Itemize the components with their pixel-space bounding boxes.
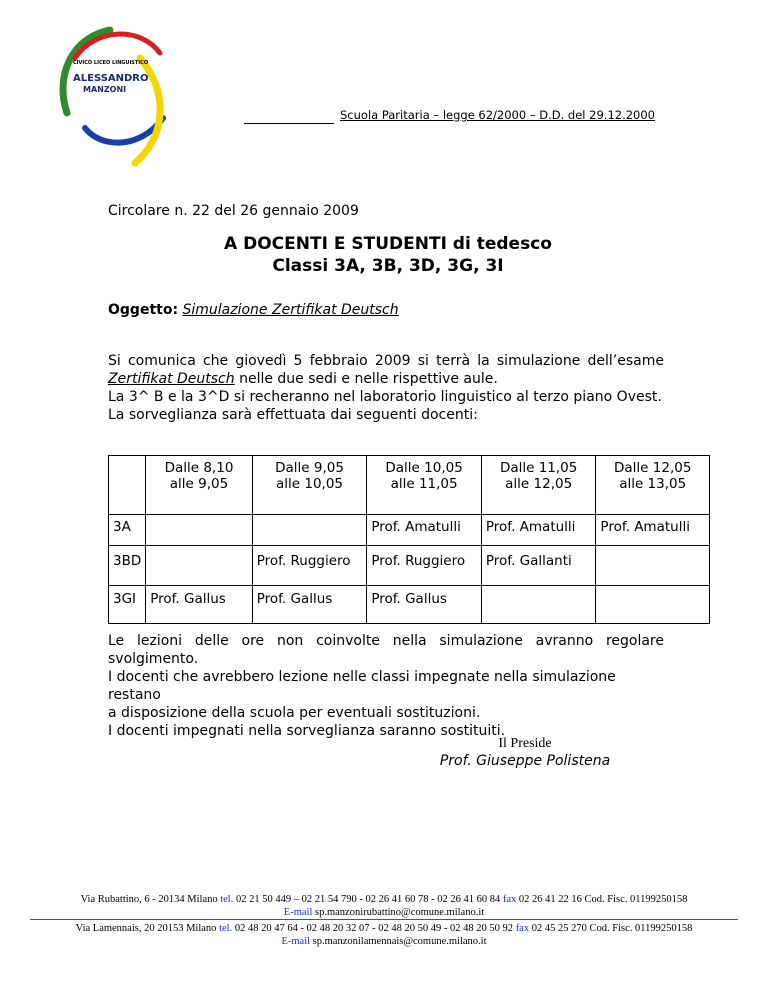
signature-name: Prof. Giuseppe Polistena [439,753,611,769]
table-header-cell: Dalle 9,05 alle 10,05 [252,456,367,515]
table-header-cell: Dalle 10,05 alle 11,05 [367,456,482,515]
table-cell: Prof. Gallus [146,586,252,624]
announcement-line [108,370,664,388]
class-cell: 3A [109,515,146,546]
class-cell: 3BD [109,546,146,586]
table-header-cell: Dalle 12,05 alle 13,05 [596,456,710,515]
table-header-row [109,456,710,515]
subject-label: Oggetto: [108,302,179,318]
closing-paragraph [108,632,664,740]
table-cell: Prof. Amatulli [367,515,482,546]
announcement-line-rest: nelle due sedi e nelle rispettive aule. [234,371,498,387]
school-status: Scuola Paritaria – legge 62/2000 – D.D. del 29.12.2000 [340,108,656,122]
table-cell [596,546,710,586]
circolare-number: Circolare n. 22 del 26 gennaio 2009 [108,203,359,219]
title-classes: Classi 3A, 3B, 3D, 3G, 3I [272,256,504,276]
table-cell [146,515,252,546]
closing-line: svolgimento. [108,651,199,667]
logo-line2: ALESSANDRO [73,73,149,84]
table-cell [481,586,596,624]
closing-line: a disposizione della scuola per eventuali sostituzioni. [108,705,481,721]
table-cell: Prof. Ruggiero [252,546,367,586]
subject-value: Simulazione Zertifikat Deutsch [182,302,399,318]
announcement-line: La 3^ B e la 3^D si recheranno nel laboratorio linguistico al terzo piano Ovest. [108,389,662,405]
announcement-paragraph [108,352,664,424]
footer-sede2-contacts: Via Lamennais, 20 20153 Milano tel. 02 48 20 47 64 - 02 48 20 32 07 - 02 48 20 50 49 - 02 48 20 50 92 fax 02 45 25 270 Cod. Fisc. 01199250158 [75,923,693,934]
table-cell: Prof. Gallus [367,586,482,624]
footer-sede2-email[interactable]: E-mail sp.manzonilamennais@comune.milano.it [281,936,487,947]
announcement-line: La sorveglianza sarà effettuata dai seguenti docenti: [108,407,478,423]
logo-line1: CIVICO LICEO LINGUISTICO [73,60,149,66]
header-rule [244,123,334,124]
closing-line: I docenti impegnati nella sorveglianza saranno sostituiti. [108,723,506,739]
table-cell: Prof. Ruggiero [367,546,482,586]
table-cell [146,546,252,586]
school-logo [45,18,170,168]
class-cell: 3GI [109,586,146,624]
supervision-table [108,455,710,624]
exam-name: Zertifikat Deutsch [108,371,235,387]
footer-divider [30,919,738,920]
table-header-cell: Dalle 8,10 alle 9,05 [146,456,252,515]
table-cell: Prof. Gallanti [481,546,596,586]
table-cell: Prof. Gallus [252,586,367,624]
closing-line: Le lezioni delle ore non coinvolte nella simulazione avranno regolare [108,633,664,649]
table-cell: Prof. Amatulli [596,515,710,546]
footer-sede1-email[interactable]: E-mail sp.manzonirubattino@comune.milano.it [283,907,485,918]
title-recipients: A DOCENTI E STUDENTI di tedesco [224,234,552,254]
table-corner-cell [109,456,146,515]
closing-line: I docenti che avrebbero lezione nelle classi impegnate nella simulazione restano [108,669,616,703]
announcement-line: Si comunica che giovedì 5 febbraio 2009 si terrà la simulazione dell’esame [108,353,664,369]
table-header-cell: Dalle 11,05 alle 12,05 [481,456,596,515]
footer-sede1-contacts: Via Rubattino, 6 - 20134 Milano tel. 02 21 50 449 – 02 21 54 790 - 02 26 41 60 78 - 02 26 41 60 84 fax 02 26 41 22 16 Cod. Fisc. 01199250158 [80,894,688,905]
table-row [109,586,710,624]
logo-line3: MANZONI [83,85,127,94]
table-cell [252,515,367,546]
signature-role: Il Preside [498,736,552,751]
subject-line [108,302,399,318]
table-row [109,515,710,546]
table-cell: Prof. Amatulli [481,515,596,546]
table-row [109,546,710,586]
table-cell [596,586,710,624]
